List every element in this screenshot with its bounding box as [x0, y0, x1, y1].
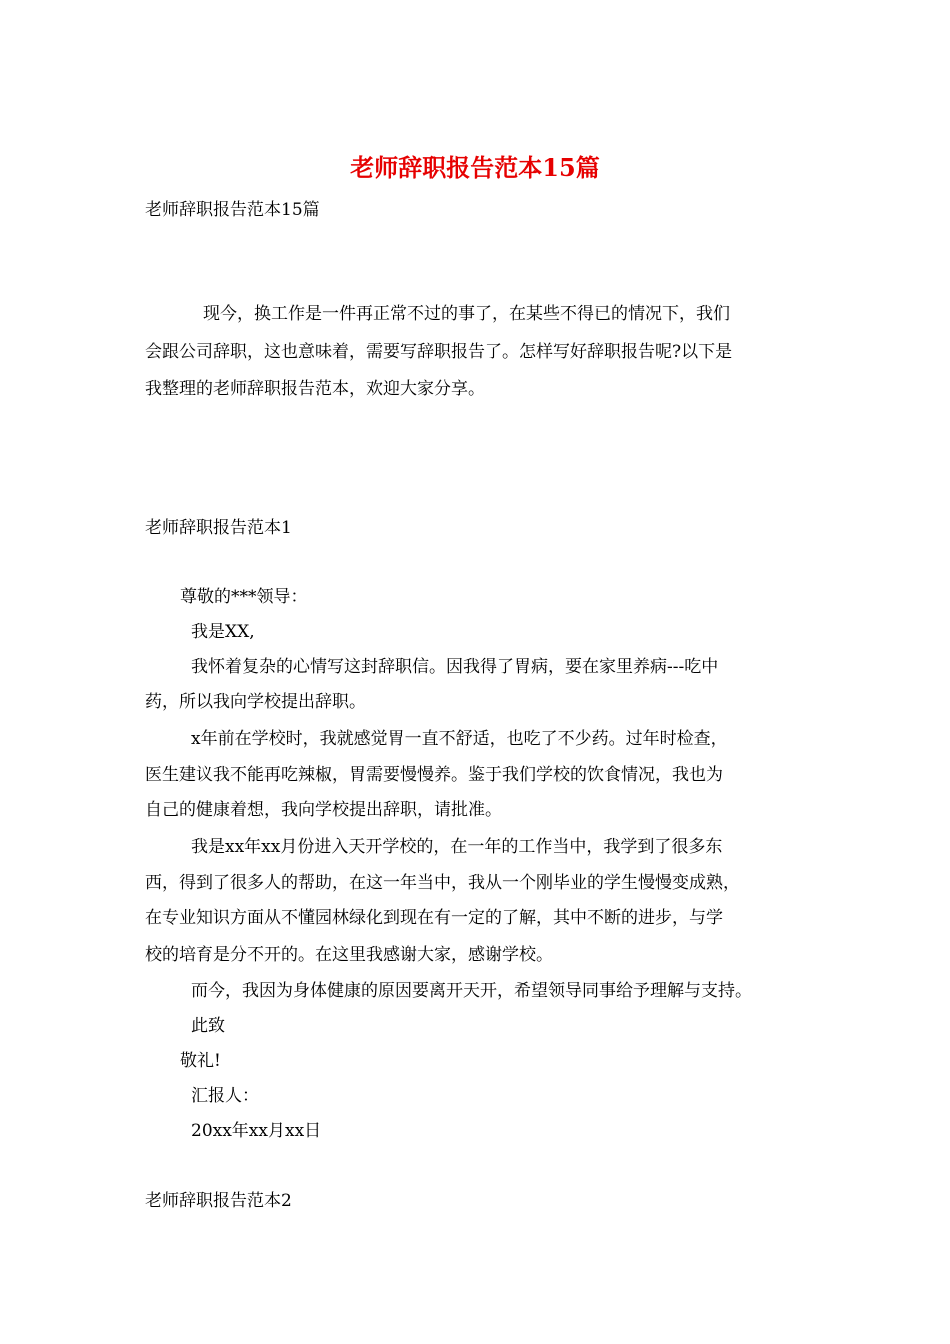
p2-line-1: x年前在学校时，我就感觉胃一直不舒适，也吃了不少药。过年时检查，: [191, 729, 728, 749]
intro-line-1: 现今，换工作是一件再正常不过的事了，在某些不得已的情况下，我们: [203, 304, 730, 324]
p2-line-2: 医生建议我不能再吃辣椒，胃需要慢慢养。鉴于我们学校的饮食情况，我也为: [145, 765, 723, 785]
salutation: 尊敬的***领导：: [180, 587, 308, 607]
intro-line-3: 我整理的老师辞职报告范本，欢迎大家分享。: [145, 379, 485, 399]
intro-line-2: 会跟公司辞职，这也意味着，需要写辞职报告了。怎样写好辞职报告呢?以下是: [145, 342, 733, 362]
p3-line-4: 校的培育是分不开的。在这里我感谢大家，感谢学校。: [145, 945, 553, 965]
p3-line-3: 在专业知识方面从不懂园林绿化到现在有一定的了解，其中不断的进步，与学: [145, 908, 723, 928]
p1-line-2: 药，所以我向学校提出辞职。: [145, 692, 366, 712]
document-subtitle: 老师辞职报告范本15篇: [145, 200, 320, 220]
p1-line-1: 我怀着复杂的心情写这封辞职信。因我得了胃病，要在家里养病---吃中: [191, 657, 719, 677]
greeting: 我是XX,: [191, 622, 255, 642]
section1-heading: 老师辞职报告范本1: [145, 518, 292, 538]
p4-line: 而今，我因为身体健康的原因要离开天开，希望领导同事给予理解与支持。: [191, 981, 752, 1001]
document-title: 老师辞职报告范本15篇: [350, 153, 600, 182]
signer-label: 汇报人：: [191, 1086, 259, 1106]
closing-salute: 敬礼!: [180, 1051, 221, 1071]
closing-regards: 此致: [191, 1016, 225, 1036]
signature-date: 20xx年xx月xx日: [191, 1121, 322, 1141]
section2-heading: 老师辞职报告范本2: [145, 1191, 292, 1211]
p2-line-3: 自己的健康着想，我向学校提出辞职，请批准。: [145, 800, 502, 820]
p3-line-1: 我是xx年xx月份进入天开学校的，在一年的工作当中，我学到了很多东: [191, 837, 723, 857]
p3-line-2: 西，得到了很多人的帮助，在这一年当中，我从一个刚毕业的学生慢慢变成熟，: [145, 873, 740, 893]
